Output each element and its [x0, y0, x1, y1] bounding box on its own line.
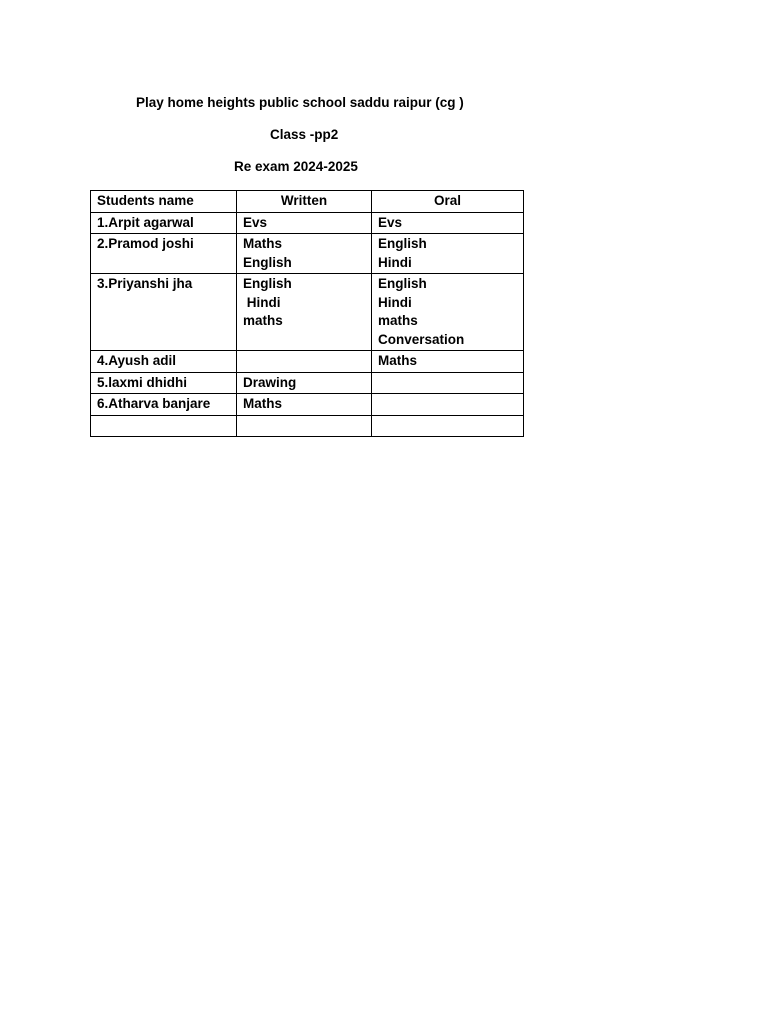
oral-subject: Maths [378, 353, 418, 368]
header-oral: Oral [372, 191, 524, 213]
oral-subjects-cell [372, 415, 524, 437]
table-header-row [91, 191, 524, 213]
oral-subject: Evs [378, 214, 403, 230]
exam-title: Re exam 2024-2025 [234, 159, 358, 174]
oral-subject: Conversation [378, 331, 465, 347]
written-subject: Evs [243, 214, 268, 230]
written-subject: maths [243, 313, 283, 328]
oral-subject: maths [378, 313, 418, 328]
written-subjects-cell [237, 394, 372, 416]
written-subject: English [243, 276, 292, 291]
student-name-cell: 6.Atharva banjare [91, 394, 237, 416]
oral-subjects-cell [372, 394, 524, 416]
table-row [91, 234, 524, 274]
class-title: Class -pp2 [270, 127, 339, 142]
written-subjects-cell [237, 234, 372, 274]
oral-subjects-cell [372, 274, 524, 351]
oral-subjects-cell [372, 234, 524, 274]
oral-subject: English [378, 236, 427, 251]
table-row [91, 415, 524, 437]
table-row [91, 212, 524, 234]
student-name-cell: 3.Priyanshi jha [91, 274, 237, 351]
header-written: Written [237, 191, 372, 213]
table-row [91, 274, 524, 351]
written-subject: Maths [243, 236, 283, 251]
written-subject: Maths [243, 396, 283, 411]
written-subjects-cell [237, 351, 372, 373]
student-name-cell [91, 415, 237, 437]
oral-subjects-cell [372, 212, 524, 234]
oral-subject: Hindi [378, 254, 412, 270]
written-subjects-cell [237, 415, 372, 437]
oral-subjects-cell [372, 372, 524, 394]
student-name-cell: 2.Pramod joshi [91, 234, 237, 274]
written-subject: Hindi [243, 294, 281, 310]
table-row [91, 394, 524, 416]
written-subject: English [243, 254, 292, 270]
table-row [91, 372, 524, 394]
written-subjects-cell [237, 212, 372, 234]
written-subjects-cell [237, 372, 372, 394]
school-title: Play home heights public school saddu raipur (cg ) [136, 95, 464, 110]
oral-subject: Hindi [378, 294, 412, 310]
student-name-cell: 4.Ayush adil [91, 351, 237, 373]
student-name-cell: 5.laxmi dhidhi [91, 372, 237, 394]
student-name-cell: 1.Arpit agarwal [91, 212, 237, 234]
table-row [91, 351, 524, 373]
table-body [91, 212, 524, 437]
header-students-name: Students name [91, 191, 237, 213]
oral-subject: English [378, 276, 427, 291]
written-subject: Drawing [243, 374, 297, 390]
written-subjects-cell [237, 274, 372, 351]
oral-subjects-cell [372, 351, 524, 373]
re-exam-table [90, 190, 524, 437]
